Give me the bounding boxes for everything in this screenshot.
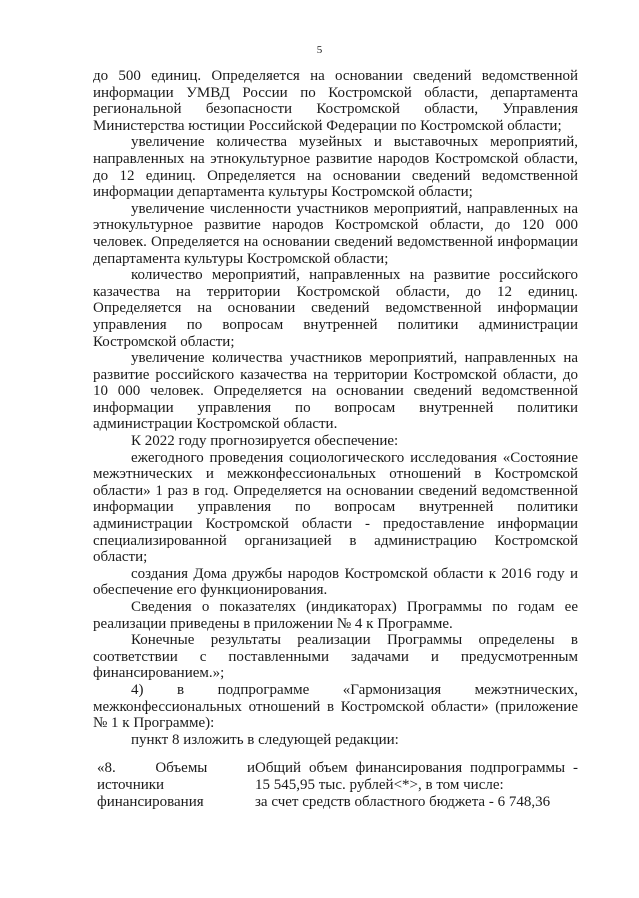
paragraph: Сведения о показателях (индикаторах) Программы по годам ее реализации приведены в приложении № 4 к Программе.	[93, 599, 578, 632]
paragraph: ежегодного проведения социологического исследования «Состояние межэтнических и межконфессиональных отношений в Костромской области» 1 раз в год. Определяется на основании сведений ведомственной информации управления по вопросам внутренней политики администрации Костромской области - предоставление информации специализированной организацией в администрацию Костромской области;	[93, 449, 578, 566]
paragraph: пункт 8 изложить в следующей редакции:	[131, 731, 399, 748]
table-right-cell	[255, 760, 578, 810]
paragraph: увеличение количества музейных и выставочных мероприятий, направленных на этнокультурное развитие народов Костромской области, до 12 единиц. Определяется на основании сведений ведомственной информации департамента культуры Костромской области;	[93, 134, 578, 201]
paragraph: 4) в подпрограмме «Гармонизация межэтнических, межконфессиональных отношений в Костромской области» (приложение № 1 к Программе):	[93, 681, 578, 732]
table-right-text: Общий объем финансирования подпрограммы - 15 545,95 тыс. рублей<*>, в том числе:	[255, 760, 578, 793]
table-left-word: Объемы	[155, 760, 208, 777]
paragraph: Конечные результаты реализации Программы определены в соответствии с поставленными задачами и предусмотренным финансированием.»;	[93, 632, 578, 682]
paragraph: К 2022 году прогнозируется обеспечение:	[131, 433, 399, 450]
table-left-line	[97, 760, 255, 777]
paragraph: количество мероприятий, направленных на развитие российского казачества на территории Костромской области, до 12 единиц. Определяется на основании сведений ведомственной информации управления по вопросам внутренней политики администрации Костромской области;	[93, 267, 578, 350]
page-number: 5	[316, 44, 323, 56]
table-left-word: и	[246, 760, 255, 777]
document-body	[93, 68, 578, 810]
paragraph: увеличение количества участников мероприятий, направленных на развитие российского казачества на территории Костромской области, до 10 000 человек. Определяется на основании сведений ведомственной информации управления по вопросам внутренней политики администрации Костромской области.	[93, 350, 578, 433]
table-left-cell	[93, 760, 255, 810]
paragraph: до 500 единиц. Определяется на основании сведений ведомственной информации УМВД России по Костромской области, департамента региональной безопасности Костромской области, Управления Министерства юстиции Российской Федерации по Костромской области;	[93, 68, 578, 134]
paragraph: увеличение численности участников мероприятий, направленных на этнокультурное развитие народов Костромской области, до 120 000 человек. Определяется на основании сведений ведомственной информации департамента культуры Костромской области;	[93, 200, 578, 267]
item-number: «8.	[97, 760, 116, 777]
table-left-line: источники	[97, 776, 165, 793]
financing-table	[93, 760, 578, 810]
table-right-text: за счет средств областного бюджета - 6 748,36	[255, 793, 551, 810]
table-left-line: финансирования	[97, 793, 204, 810]
paragraph: создания Дома дружбы народов Костромской области к 2016 году и обеспечение его функционирования.	[93, 565, 578, 599]
